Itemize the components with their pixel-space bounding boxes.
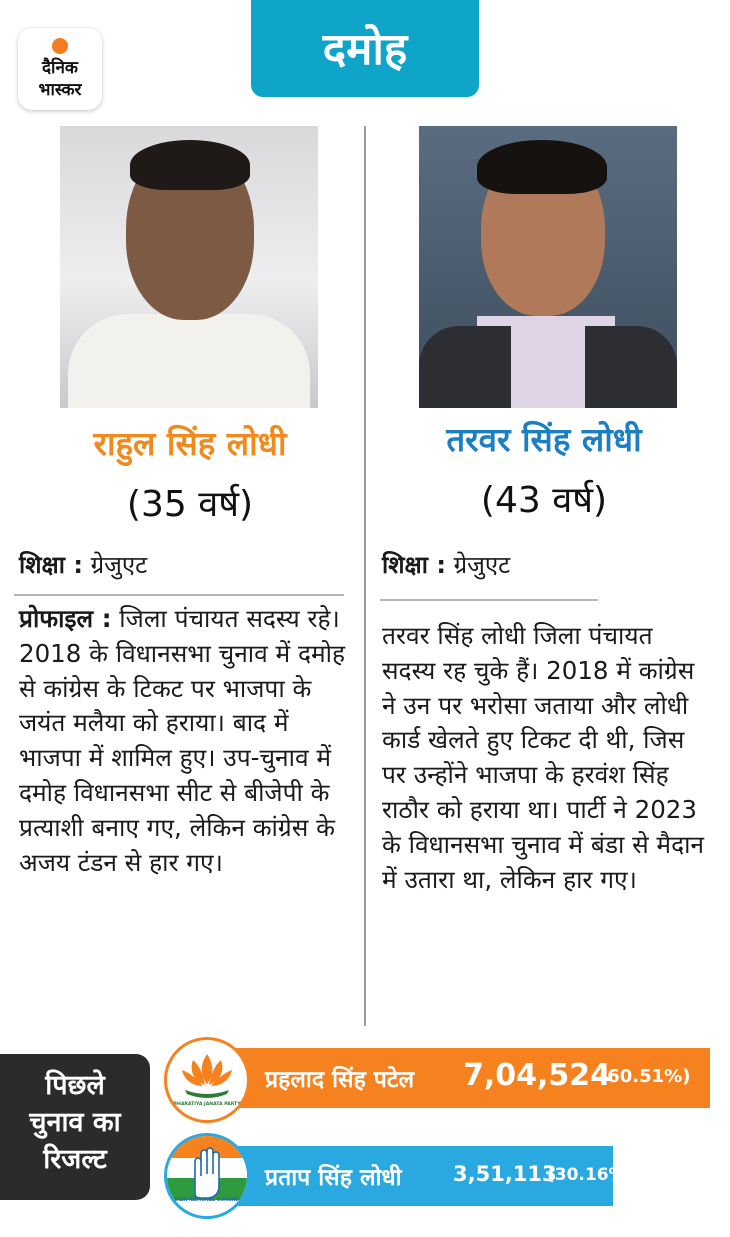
result-label-line: चुनाव का [29, 1107, 121, 1138]
congress-hand-icon [164, 1133, 250, 1219]
sun-icon [52, 38, 68, 54]
profile-label: प्रोफाइल : [19, 604, 112, 633]
education-value: ग्रेजुएट [453, 551, 511, 579]
result-bar-bjp [227, 1048, 710, 1108]
candidate-age-right: (43 वर्ष) [480, 480, 608, 521]
candidate-name-right: तरवर सिंह लोधी [446, 420, 642, 459]
page-title: दमोह [251, 0, 479, 97]
result-candidate: प्रताप सिंह लोधी [265, 1165, 402, 1191]
bjp-lotus-icon [164, 1037, 250, 1123]
previous-result-label [0, 1054, 150, 1200]
result-bar-inc [227, 1146, 634, 1206]
dainik-bhaskar-logo [18, 28, 102, 110]
candidate-photo-left [60, 126, 318, 408]
profile-text: जिला पंचायत सदस्य रहे। 2018 के विधानसभा चुनाव में दमोह से कांग्रेस के टिकट पर भाजपा के जयंत मलैया को हराया। बाद में भाजपा में शामिल हुए। उप-चुनाव में दमोह विधानसभा सीट से बीजेपी के प्रत्याशी बनाए गए, लेकिन कांग्रेस के अजय टंडन से हार गए। [19, 604, 346, 877]
candidate-age-left: (35 वर्ष) [126, 484, 254, 525]
logo-line-1: दैनिक [42, 58, 78, 78]
result-percent: (60.51%) [599, 1066, 691, 1087]
education-label: शिक्षा : [19, 551, 83, 579]
column-divider [364, 126, 366, 1026]
education-right [382, 548, 510, 581]
result-candidate: प्रहलाद सिंह पटेल [265, 1067, 415, 1093]
result-label-line: पिछले [45, 1070, 105, 1101]
profile-left [19, 602, 349, 880]
education-label: शिक्षा : [382, 551, 446, 579]
candidate-name-left: राहुल सिंह लोधी [93, 424, 287, 463]
profile-right: तरवर सिंह लोधी जिला पंचायत सदस्य रह चुके हैं। 2018 में कांग्रेस ने उन पर भरोसा जताया और लोधी कार्ड खेलते हुए टिकट दी थी, जिस पर उन्होंने भाजपा के हरवंश सिंह राठौर को हराया था। पार्टी ने 2023 के विधानसभा चुनाव में बंडा से मैदान में उतारा था, लेकिन हार गए। [382, 621, 705, 894]
education-left [19, 548, 147, 581]
party-caption: INDIAN NATIONAL CONGRESS [169, 1198, 245, 1203]
result-votes: 7,04,524 [463, 1058, 612, 1093]
result-label-line: रिजल्ट [43, 1144, 107, 1175]
separator-left [14, 594, 344, 596]
result-votes: 3,51,113 [453, 1162, 557, 1186]
candidate-photo-right [419, 126, 677, 408]
logo-line-2: भास्कर [38, 80, 82, 100]
separator-right [380, 599, 598, 601]
party-caption: BHARATIYA JANATA PARTY [173, 1102, 241, 1107]
education-value: ग्रेजुएट [90, 551, 148, 579]
result-percent: (30.16%) [547, 1165, 634, 1185]
